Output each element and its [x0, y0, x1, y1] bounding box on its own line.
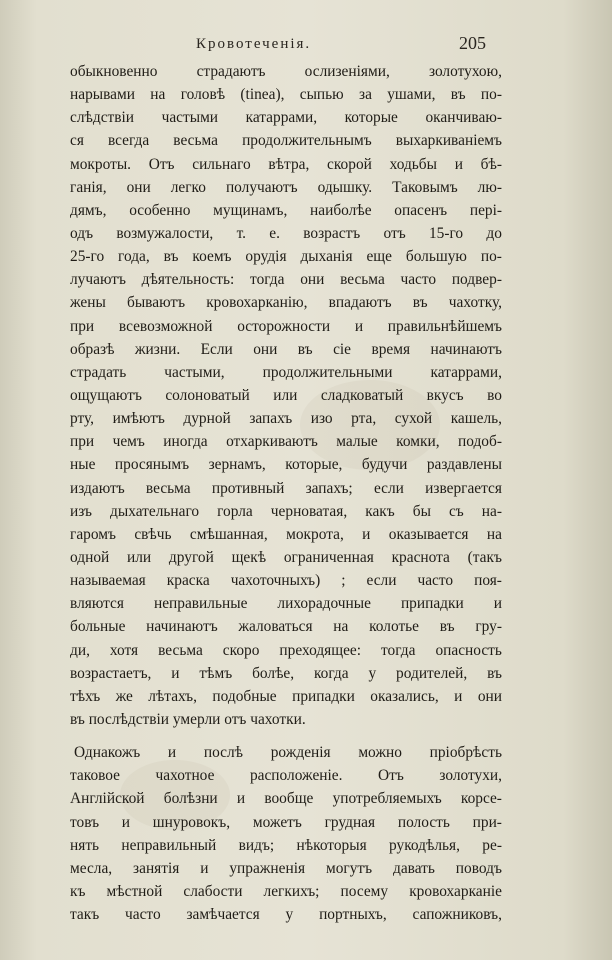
body-text [70, 60, 502, 926]
text-line: при чемъ иногда отхаркиваютъ малые комки, подоб- [70, 433, 502, 451]
text-line: мокроты. Отъ сильнаго вѣтра, скорой ходьбы и бѣ- [70, 155, 502, 173]
paragraph-gap [70, 731, 502, 741]
text-line: жены бываютъ кровохарканiю, впадаютъ въ чахотку, [70, 294, 502, 312]
text-line: называемая краска чахоточныхъ) ; если часто поя- [70, 572, 502, 590]
text-line: слѣдствiи частыми катаррами, которые оканчиваю- [70, 109, 502, 127]
text-line: ся всегда весьма продолжительнымъ выхаркиванiемъ [70, 132, 502, 150]
text-line: гаромъ свѣчь смѣшанная, мокрота, и оказывается на [70, 525, 502, 543]
text-line: лучаютъ дѣятельность: тогда они весьма часто подвер- [70, 271, 502, 289]
text-line: образѣ жизни. Если они въ сiе время начинаютъ [70, 340, 502, 358]
text-line: больные начинаютъ жаловаться на колотье въ гру- [70, 618, 502, 636]
running-title: Кровотеченiя. [196, 36, 312, 52]
text-line: вляются неправильные лихорадочные припадки и [70, 595, 502, 613]
text-line: 25-го года, въ коемъ орудiя дыханiя еще большую по- [70, 248, 502, 266]
text-line: ди, хотя весьма скоро преходящее: тогда опасность [70, 641, 502, 659]
text-line: такъ часто замѣчается у портныхъ, сапожниковъ, [70, 906, 502, 924]
text-line: месла, занятiя и упражненiя могутъ давать поводъ [70, 859, 502, 877]
text-line: издаютъ весьма противный запахъ; если извергается [70, 479, 502, 497]
text-line: Англiйской болѣзни и вообще употребляемыхъ корсе- [70, 790, 502, 808]
text-line: къ мѣстной слабости легкихъ; посему кровохарканiе [70, 882, 502, 900]
text-line: рту, имѣютъ дурной запахъ изо рта, сухой кашель, [70, 410, 502, 428]
text-line: одъ возмужалости, т. е. возрастъ отъ 15-го до [70, 224, 502, 242]
text-line: дямъ, особенно мущинамъ, наиболѣе опасенъ перi- [70, 201, 502, 219]
text-line: тѣхъ же лѣтахъ, подобные припадки оказались, и они [70, 687, 502, 705]
text-line: страдать частыми, продолжительными катаррами, [70, 363, 502, 381]
text-line: товъ и шнуровокъ, можетъ грудная полость при- [70, 813, 502, 831]
text-line: одной или другой щекѣ ограниченная краснота (такъ [70, 548, 502, 566]
text-line: возрастаетъ, и тѣмъ болѣе, когда у родителей, въ [70, 664, 502, 682]
paragraph-1 [70, 60, 502, 731]
text-line: обыкновенно страдаютъ ослизенiями, золотухою, [70, 63, 502, 80]
page-number: 205 [459, 33, 486, 53]
text-line: нарывами на головѣ (tinea), сыпью за ушами, въ по- [70, 86, 502, 104]
text-line: въ послѣдствiи умерли отъ чахотки. [70, 710, 306, 728]
text-line: изъ дыхательнаго горла черноватая, какъ бы съ на- [70, 502, 502, 520]
paragraph-2 [70, 741, 502, 926]
text-line: Однакожъ и послѣ рожденiя можно прiобрѣсть [74, 744, 502, 762]
text-line: при всевозможной осторожности и правильнѣйшемъ [70, 317, 502, 335]
text-line: нять неправильный видъ; нѣкоторыя рукодѣлья, ре- [70, 836, 502, 854]
text-line: ганiя, они легко получаютъ одышку. Таковымъ лю- [70, 178, 502, 196]
text-line: ощущаютъ солоноватый или сладковатый вкусъ во [70, 386, 502, 404]
text-line: таковое чахотное расположенiе. Отъ золотухи, [70, 767, 502, 785]
text-line: ные просянымъ зернамъ, которые, будучи раздавлены [70, 456, 502, 474]
